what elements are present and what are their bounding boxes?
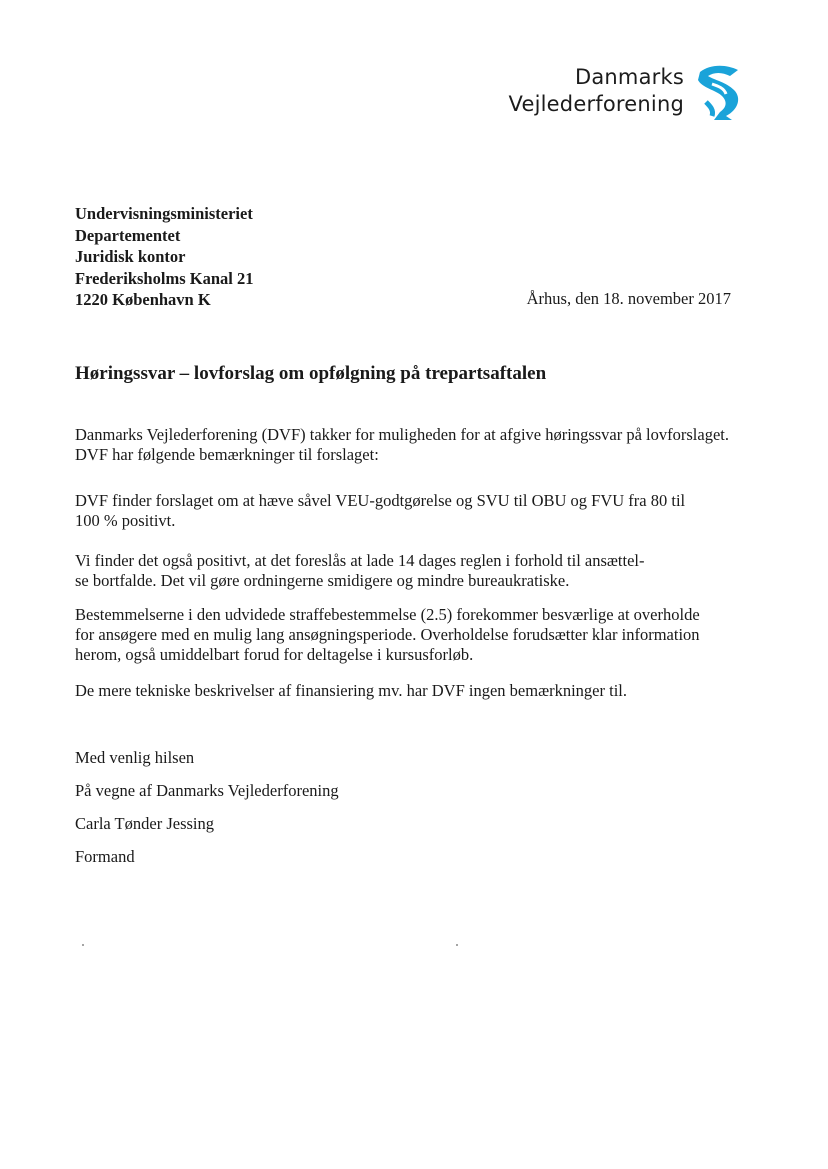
signatory-name: Carla Tønder Jessing xyxy=(75,814,215,833)
text-line: herom, også umiddelbart forud for deltagelse i kursusforløb. xyxy=(75,645,474,664)
recipient-line: Undervisningsministeriet xyxy=(75,204,253,223)
text-line: DVF har følgende bemærkninger til forslaget: xyxy=(75,445,379,464)
organization-logo xyxy=(470,62,750,124)
recipient-line: Juridisk kontor xyxy=(75,247,186,266)
text-line: Bestemmelserne i den udvidede straffebestemmelse (2.5) forekommer besværlige at overholde xyxy=(75,605,700,624)
closing-greeting: Med venlig hilsen xyxy=(75,748,195,767)
letter-subject: Høringssvar – lovforslag om opfølgning på trepartsaftalen xyxy=(75,363,547,384)
text-line: Vi finder det også positivt, at det foreslås at lade 14 dages reglen i forhold til ansættel- xyxy=(75,551,645,570)
logo-line-2: Vejlederforening xyxy=(508,92,684,116)
recipient-line: Frederiksholms Kanal 21 xyxy=(75,268,254,288)
letter-closing xyxy=(75,748,339,880)
recipient-line: 1220 København K xyxy=(75,290,211,309)
signatory-title: Formand xyxy=(75,847,135,866)
recipient-address xyxy=(75,203,253,311)
closing-on-behalf: På vegne af Danmarks Vejlederforening xyxy=(75,781,339,800)
paragraph xyxy=(75,491,685,531)
recipient-line: Departementet xyxy=(75,225,181,245)
text-line: 100 % positivt. xyxy=(75,511,176,530)
paragraph xyxy=(75,681,627,701)
dvf-logo-mark-icon xyxy=(692,62,744,122)
logo-line-1: Danmarks xyxy=(574,65,684,89)
scan-speck xyxy=(82,944,84,946)
logo-wordmark xyxy=(509,64,684,118)
text-line: De mere tekniske beskrivelser af finansiering mv. har DVF ingen bemærkninger til. xyxy=(75,681,627,700)
scan-speck xyxy=(456,944,458,946)
text-line: DVF finder forslaget om at hæve såvel VEU-godtgørelse og SVU til OBU og FVU fra 80 til xyxy=(75,491,686,510)
text-line: Danmarks Vejlederforening (DVF) takker for muligheden for at afgive høringssvar på lovforslaget. xyxy=(75,425,729,444)
text-line: se bortfalde. Det vil gøre ordningerne smidigere og mindre bureaukratiske. xyxy=(75,571,570,590)
letter-date: Århus, den 18. november 2017 xyxy=(526,289,731,308)
paragraph xyxy=(75,605,700,665)
paragraph xyxy=(75,425,729,465)
paragraph xyxy=(75,551,644,591)
text-line: for ansøgere med en mulig lang ansøgningsperiode. Overholdelse forudsætter klar information xyxy=(75,625,700,644)
